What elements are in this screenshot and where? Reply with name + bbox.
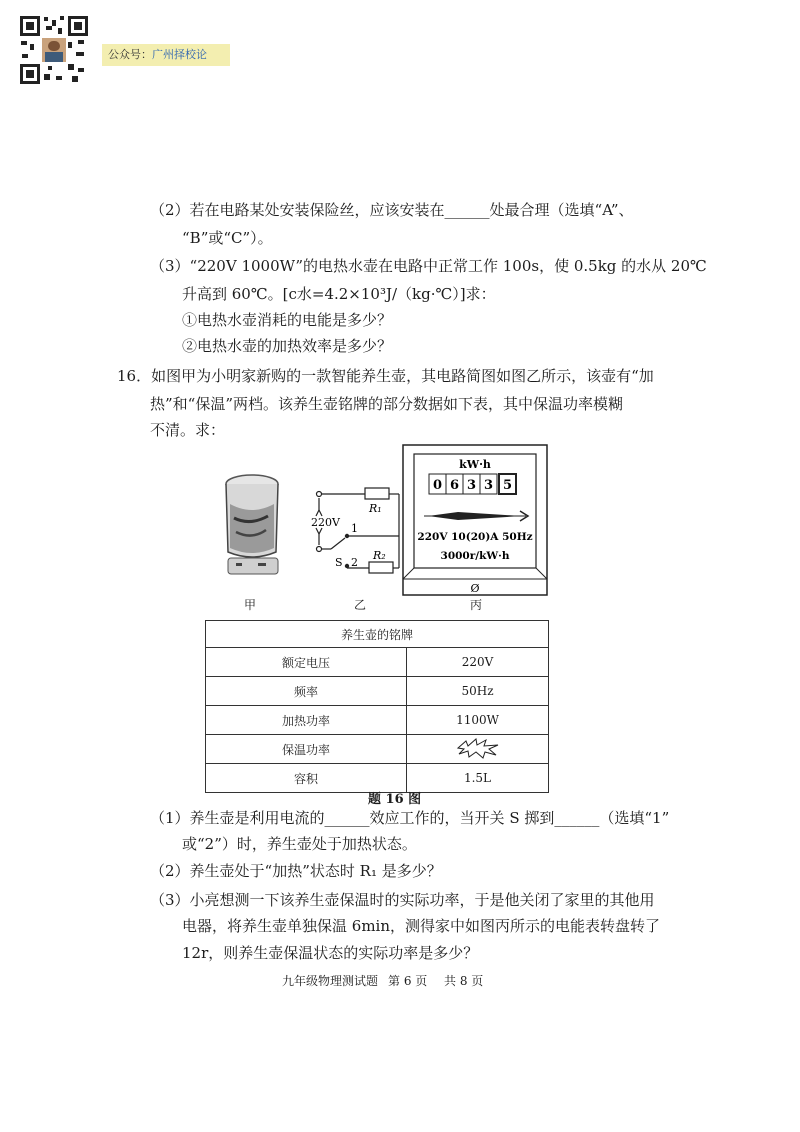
meter-digit-2: 6 bbox=[449, 478, 460, 493]
table-cell-name: 额定电压 bbox=[206, 648, 407, 677]
table-title: 养生壶的铭牌 bbox=[206, 621, 549, 648]
label-bing: 丙 bbox=[470, 598, 483, 612]
table-cell-value: 1100W bbox=[407, 706, 549, 735]
q16-part3-line3: 12r，则养生壶保温状态的实际功率是多少？ bbox=[182, 944, 479, 962]
q16-intro-line1: 16．如图甲为小明家新购的一款智能养生壶，其电路简图如图乙所示，该壶有“加 bbox=[117, 367, 654, 385]
table-cell-name: 加热功率 bbox=[206, 706, 407, 735]
meter-unit: kW·h bbox=[459, 458, 491, 471]
meter-digit-5: 5 bbox=[502, 478, 513, 493]
footer-exam-title: 九年级物理测试题 bbox=[282, 974, 379, 988]
table-cell-name: 容积 bbox=[206, 764, 407, 793]
meter-spec: 220V 10(20)A 50Hz bbox=[417, 531, 533, 543]
label-yi: 乙 bbox=[354, 598, 367, 612]
energy-meter bbox=[402, 444, 548, 596]
q15-part3-line1: （3）“220V 1000W”的电热水壶在电路中正常工作 100s，使 0.5kg 的水从 20℃ bbox=[150, 257, 707, 275]
switch-pos2: 2 bbox=[351, 556, 358, 569]
meter-digit-4: 3 bbox=[483, 478, 494, 493]
circuit-voltage: 220V bbox=[311, 516, 340, 529]
circuit-diagram bbox=[305, 478, 410, 580]
table-cell-name: 保温功率 bbox=[206, 735, 407, 764]
figure-caption: 题 16 图 bbox=[368, 792, 422, 807]
meter-rate: 3000r/kW·h bbox=[440, 550, 510, 562]
account-label bbox=[102, 44, 230, 66]
q16-intro-line3: 不清。求： bbox=[150, 421, 226, 439]
table-cell-name: 频率 bbox=[206, 677, 407, 706]
circuit-r1: R₁ bbox=[369, 502, 382, 515]
nameplate-table bbox=[205, 620, 549, 793]
account-name: 广州择校论 bbox=[152, 48, 207, 61]
q15-part3-line2: 升高到 60℃。[c水=4.2×10³J/（kg·℃）]求： bbox=[182, 285, 496, 303]
q16-part3-line2: 电器，将养生壶单独保温 6min，测得家中如图丙所示的电能表转盘转了 bbox=[182, 917, 660, 935]
table-row bbox=[206, 648, 549, 677]
circuit-r2: R₂ bbox=[373, 549, 386, 562]
meter-digit-1: 0 bbox=[432, 478, 443, 493]
q16-part3-line1: （3）小亮想测一下该养生壶保温时的实际功率，于是他关闭了家里的其他用 bbox=[150, 891, 655, 909]
table-cell-blurred bbox=[407, 735, 549, 764]
blurred-value-icon bbox=[456, 737, 500, 759]
label-jia: 甲 bbox=[244, 598, 257, 612]
table-title-row bbox=[206, 621, 549, 648]
q15-part2-line2: “B”或“C”）。 bbox=[182, 229, 273, 247]
switch-pos1: 1 bbox=[351, 522, 358, 535]
meter-digit-3: 3 bbox=[466, 478, 477, 493]
switch-s: S bbox=[335, 556, 343, 569]
q16-intro-line2: 热”和“保温”两档。该养生壶铭牌的部分数据如下表，其中保温功率模糊 bbox=[150, 395, 624, 413]
q16-part1-line1: （1）养生壶是利用电流的______效应工作的，当开关 S 掷到______（选填“1” bbox=[150, 809, 670, 827]
footer-page-number: 第 6 页 bbox=[388, 974, 428, 988]
meter-knob-icon: Ø bbox=[470, 582, 480, 595]
table-cell-value: 50Hz bbox=[407, 677, 549, 706]
q15-part2-line1: （2）若在电路某处安装保险丝，应该安装在______处最合理（选填“A”、 bbox=[150, 201, 634, 219]
q15-sub1: ①电热水壶消耗的电能是多少？ bbox=[182, 311, 393, 329]
account-prefix: 公众号： bbox=[108, 48, 152, 61]
q15-sub2: ②电热水壶的加热效率是多少？ bbox=[182, 337, 393, 355]
qr-code bbox=[18, 14, 90, 86]
table-cell-value: 1.5L bbox=[407, 764, 549, 793]
table-cell-value: 220V bbox=[407, 648, 549, 677]
q16-part1-line2: 或“2”）时，养生壶处于加热状态。 bbox=[182, 835, 417, 853]
table-row bbox=[206, 735, 549, 764]
kettle-photo bbox=[222, 470, 284, 580]
q16-part2: （2）养生壶处于“加热”状态时 R₁ 是多少？ bbox=[150, 862, 442, 880]
table-row bbox=[206, 706, 549, 735]
table-row bbox=[206, 677, 549, 706]
footer-total-pages: 共 8 页 bbox=[444, 974, 484, 988]
